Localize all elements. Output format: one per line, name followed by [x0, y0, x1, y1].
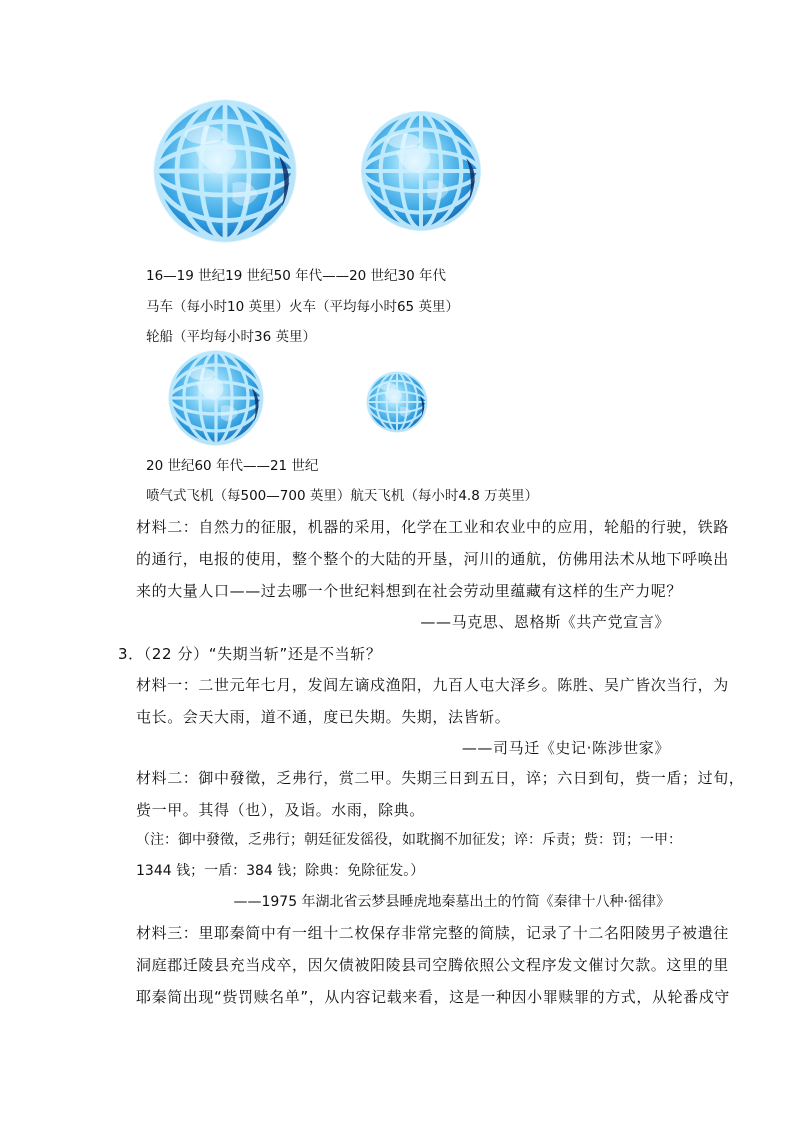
globe-image-1 [150, 96, 300, 246]
transport-caption-1: 马车（每小时10 英里）火车（平均每小时65 英里） [146, 299, 459, 315]
material-2-source: ——马克思、恩格斯《共产党宣言》 [420, 613, 670, 631]
globe-image-2 [358, 108, 484, 234]
era-caption-2: 20 世纪60 年代——21 世纪 [146, 458, 319, 474]
material-3-line-1: 材料三：里耶秦简中有一组十二枚保存非常完整的简牍，记录了十二名阳陵男子被遣往 [136, 924, 729, 942]
material-2-statute-source: ——1975 年湖北省云梦县睡虎地秦墓出土的竹简《秦律十八种·徭律》 [233, 894, 670, 910]
transport-caption-3: 喷气式飞机（每500—700 英里）航天飞机（每小时4.8 万英里） [146, 488, 539, 504]
material-2-statute-line-1: 材料二：御中發徵，乏弗行，赏二甲。失期三日到五日，谇；六日到旬，赀一盾；过旬， [136, 769, 745, 787]
material-2-line-1: 材料二：自然力的征服，机器的采用，化学在工业和农业中的应用，轮船的行驶，铁路 [136, 518, 729, 536]
material-1-line-1: 材料一：二世元年七月，发闾左谪戍渔阳，九百人屯大泽乡。陈胜、吴广皆次当行，为 [136, 676, 729, 694]
material-2-line-3: 来的大量人口——过去哪一个世纪料想到在社会劳动里蕴藏有这样的生产力呢？ [136, 582, 683, 600]
globe-image-3 [166, 348, 266, 448]
globe-image-4 [365, 370, 429, 434]
era-caption-1: 16—19 世纪19 世纪50 年代——20 世纪30 年代 [146, 268, 447, 284]
material-3-line-3: 耶秦简出现“赀罚赎名单”，从内容记载来看，这是一种因小罪赎罪的方式，从轮番戍守 [136, 988, 730, 1006]
material-1-source: ——司马迁《史记·陈涉世家》 [461, 739, 670, 757]
material-3-line-2: 洞庭郡迁陵县充当戍卒，因欠债被阳陵县司空腾依照公文程序发文催讨欠款。这里的里 [136, 956, 729, 974]
material-2-note-1: （注：御中發徵，乏弗行；朝廷征发徭役，如耽搁不加征发；谇：斥责；赀：罚；一甲： [136, 832, 682, 848]
transport-caption-2: 轮船（平均每小时36 英里） [146, 329, 316, 345]
question-3-header: 3．（22 分）“失期当斩”还是不当斩？ [118, 645, 382, 663]
material-2-statute-line-2: 赀一甲。其得（也），及诣。水雨，除典。 [136, 801, 425, 819]
material-2-line-2: 的通行，电报的使用，整个整个的大陆的开垦，河川的通航，仿佛用法术从地下呼唤出 [136, 550, 729, 568]
material-1-line-2: 屯长。会天大雨，道不通，度已失期。失期，法皆斩。 [136, 708, 511, 726]
material-2-note-2: 1344 钱；一盾：384 钱；除典：免除征发。） [136, 863, 425, 879]
